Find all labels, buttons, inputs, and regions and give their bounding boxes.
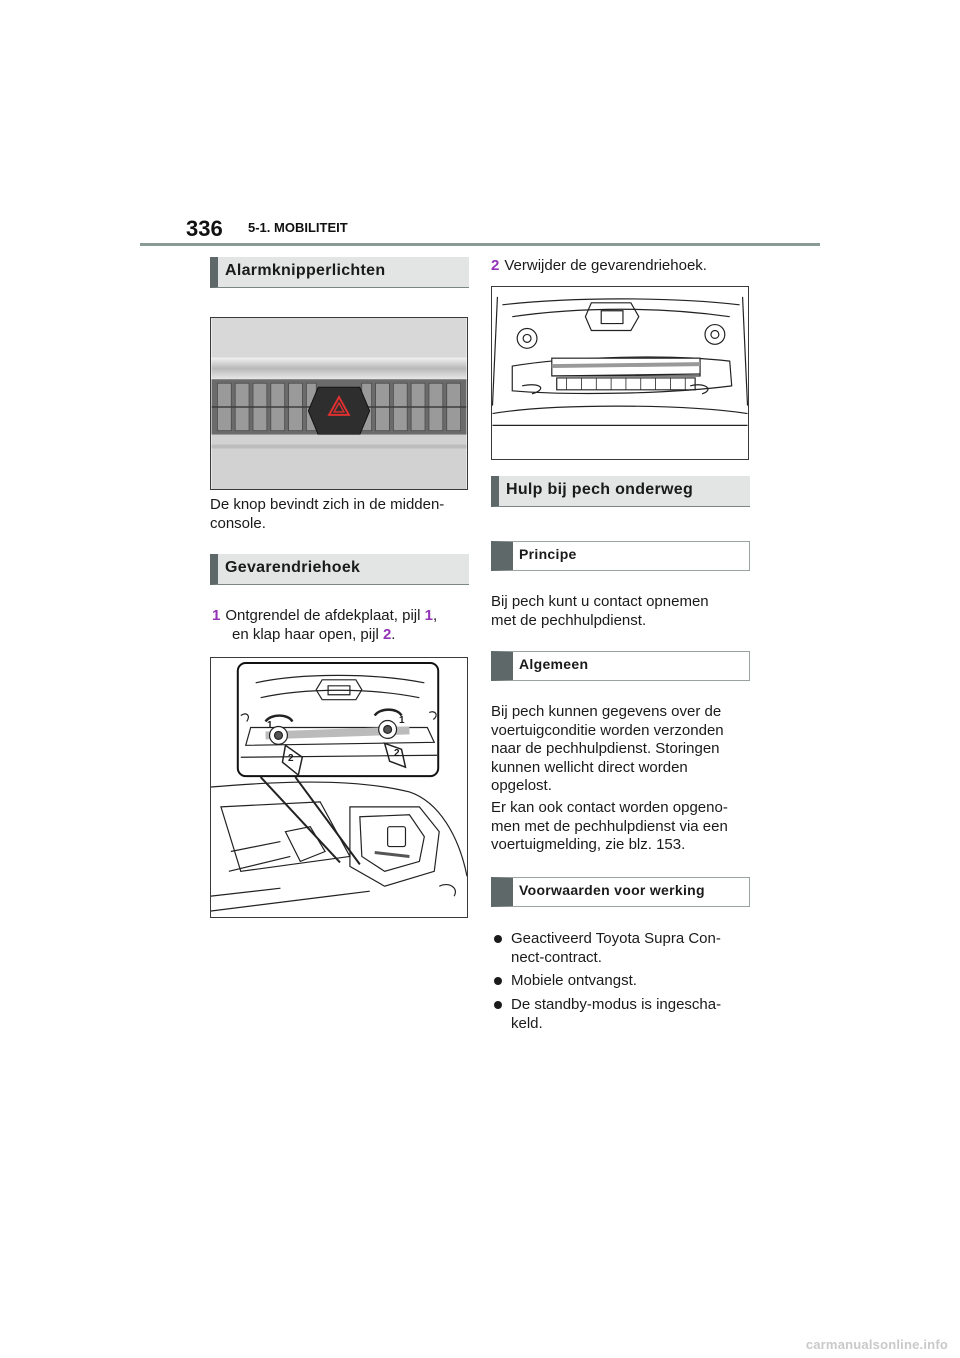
bullet-line: Geactiveerd Toyota Supra Con- <box>511 930 721 947</box>
algemeen-p1-line: opgelost. <box>491 777 552 794</box>
subheading-principe: Principe <box>491 541 750 571</box>
step-1-text-d: . <box>391 625 396 643</box>
trunk-cover-illustration <box>211 658 467 917</box>
subheading-voorwaarden: Voorwaarden voor werking <box>491 877 750 907</box>
warning-triangle-illustration <box>492 287 748 459</box>
bullet-dot <box>494 935 502 943</box>
step-2-text: Verwijder de gevarendriehoek. <box>504 257 707 274</box>
step-1-arrow-ref-2: 2 <box>382 625 392 643</box>
algemeen-p2-line: Er kan ook contact worden opgeno- <box>491 799 728 816</box>
step-1-text-a: Ontgrendel de afdekplaat, pijl <box>225 607 425 624</box>
step-1-arrow-ref-1: 1 <box>424 607 433 624</box>
page-number: 336 <box>186 216 223 241</box>
header-rule <box>140 243 820 246</box>
principe-line2: met de pechhulpdienst. <box>491 611 647 629</box>
algemeen-p1-line: voertuigconditie worden verzonden <box>491 721 724 739</box>
figure-label-2-right: 2 <box>394 748 400 759</box>
list-item <box>491 996 753 1033</box>
algemeen-paragraph-1 <box>491 703 751 796</box>
algemeen-p1-line: Bij pech kunnen gegevens over de <box>491 703 722 720</box>
subheading-algemeen: Algemeen <box>491 651 750 681</box>
bullet-dot <box>494 977 502 985</box>
bullet-line: Mobiele ontvangst. <box>511 972 637 989</box>
algemeen-p1-line: naar de pechhulpdienst. Storingen <box>491 740 720 757</box>
heading-breakdown-assistance: Hulp bij pech onderweg <box>491 476 750 507</box>
heading-hazard-lights: Alarmknipperlichten <box>210 257 469 288</box>
step-2 <box>491 257 751 276</box>
step-1-number: 1 <box>212 607 221 624</box>
step-1 <box>212 607 472 644</box>
principe-text <box>491 593 751 630</box>
hazard-caption <box>210 496 470 533</box>
list-item <box>491 972 753 991</box>
hazard-button-illustration <box>211 318 467 489</box>
figure-unlock-cover <box>210 657 468 918</box>
bullet-line: keld. <box>511 1014 543 1032</box>
principe-line1: Bij pech kunt u contact opnemen <box>491 593 709 610</box>
bullet-dot <box>494 1001 502 1009</box>
hazard-caption-line2: console. <box>210 514 266 532</box>
figure-remove-triangle <box>491 286 749 460</box>
list-item <box>491 930 753 967</box>
hazard-caption-line1: De knop bevindt zich in de midden- <box>210 496 445 513</box>
bullet-line: De standby-modus is ingescha- <box>511 996 722 1013</box>
heading-warning-triangle: Gevarendriehoek <box>210 554 469 585</box>
algemeen-p2-line: men met de pechhulpdienst via een <box>491 817 728 835</box>
figure-label-1-right: 1 <box>399 715 405 726</box>
bullet-line: nect-contract. <box>511 948 602 966</box>
section-title: 5-1. MOBILITEIT <box>248 220 348 235</box>
algemeen-p1-line: kunnen wellicht direct worden <box>491 758 688 776</box>
figure-hazard-button <box>210 317 468 490</box>
algemeen-paragraph-2 <box>491 799 751 855</box>
step-2-number: 2 <box>491 257 500 274</box>
step-1-text-c: en klap haar open, pijl <box>232 625 383 643</box>
step-1-text-b: , <box>433 607 438 624</box>
figure-label-2-left: 2 <box>288 753 294 764</box>
watermark: carmanualsonline.info <box>805 1337 948 1352</box>
algemeen-p2-line: voertuigmelding, zie blz. 153. <box>491 836 686 853</box>
figure-label-1-left: 1 <box>267 720 273 731</box>
